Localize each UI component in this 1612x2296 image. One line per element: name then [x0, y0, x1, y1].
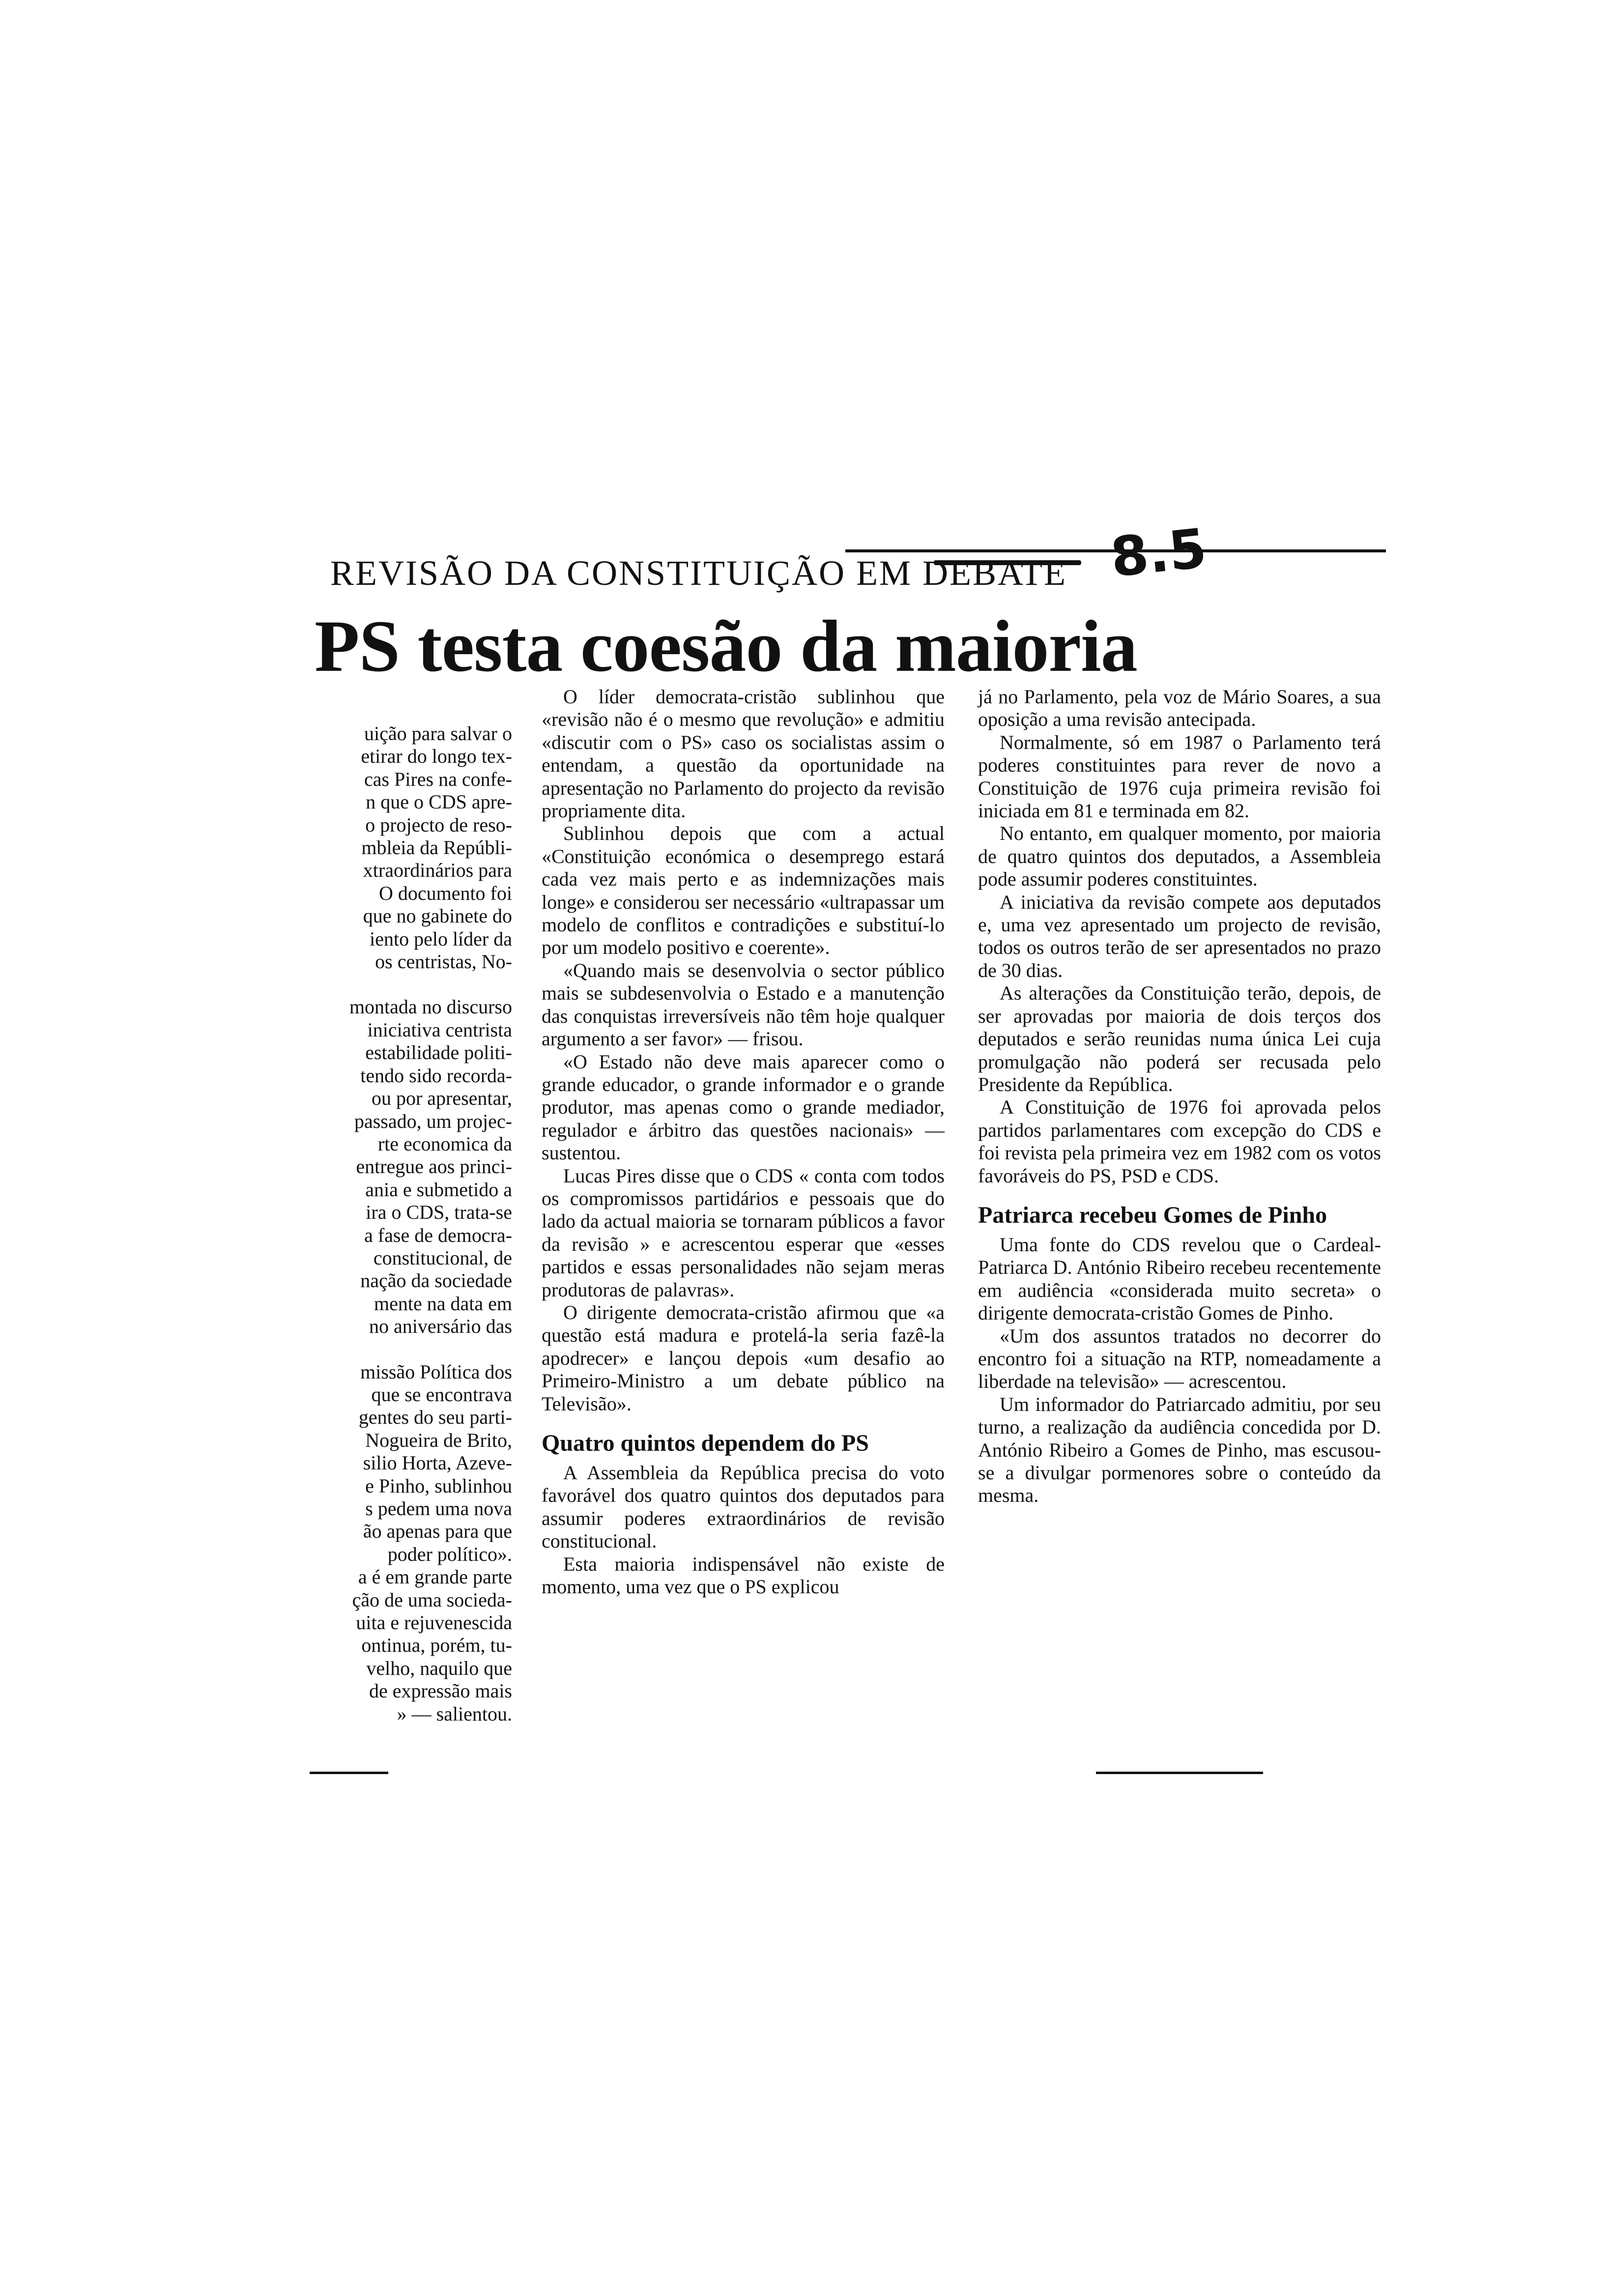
text-line: » — salientou.: [397, 1702, 512, 1725]
text-line: no aniversário das: [369, 1315, 512, 1338]
section-subhead: Patriarca recebeu Gomes de Pinho: [978, 1202, 1327, 1228]
text-line: iniciativa centrista: [367, 1018, 512, 1041]
text-line: velho, naquilo que: [366, 1657, 512, 1679]
headline: PS testa coesão da maioria: [315, 605, 1137, 687]
text-line: e Pinho, sublinhou: [365, 1474, 512, 1497]
text-line: mbleia da Repúbli-: [361, 836, 512, 859]
bottom-rule-left: [310, 1772, 388, 1774]
text-line: gentes do seu parti-: [358, 1406, 512, 1429]
text-line: ou por apresentar,: [371, 1087, 512, 1110]
text-line: Nogueira de Brito,: [365, 1429, 512, 1451]
text-line: nação da sociedade: [360, 1269, 512, 1292]
paragraph: «Um dos assuntos tratados no decorrer do encontro foi a situação na RTP, nomeadamente a liberdade na televisão» — acrescentou.: [978, 1324, 1381, 1393]
text-line: iento pelo líder da: [370, 927, 512, 950]
bottom-rule-right: [1096, 1772, 1263, 1774]
paragraph: No entanto, em qualquer momento, por maioria de quatro quintos dos deputados, a Assembleia pode assumir poderes constituintes.: [978, 822, 1381, 890]
section-subhead: Quatro quintos dependem do PS: [542, 1430, 869, 1456]
text-line: constitucional, de: [373, 1246, 512, 1269]
text-line: O documento foi: [378, 882, 512, 904]
text-line: ania e submetido a: [365, 1178, 512, 1201]
paragraph: «O Estado não deve mais aparecer como o grande educador, o grande informador e o grande produtor, mas apenas como o grande mediador, regulador e árbitro das questões nacionais» — sustentou.: [542, 1050, 945, 1164]
text-line: que se encontrava: [371, 1383, 512, 1406]
paragraph: Normalmente, só em 1987 o Parlamento terá poderes constituintes para rever de novo a Constituição de 1976 cuja primeira revisão foi iniciada em 81 e terminada em 82.: [978, 731, 1381, 822]
paragraph: As alterações da Constituição terão, depois, de ser aprovadas por maioria de dois terços dos deputados e serão reunidas numa única Lei cuja promulgação não poderá ser recusada pelo Presidente da República.: [978, 982, 1381, 1095]
text-line: tendo sido recorda-: [360, 1064, 512, 1087]
paragraph: Uma fonte do CDS revelou que o Cardeal-Patriarca D. António Ribeiro recebeu recentemente em audiência «considerada muito secreta» o dirigente democrata-cristão Gomes de Pinho.: [978, 1233, 1381, 1324]
paragraph-gap: [320, 1338, 512, 1361]
text-line: entregue aos princi-: [356, 1155, 512, 1178]
paragraph: já no Parlamento, pela voz de Mário Soares, a sua oposição a uma revisão antecipada.: [978, 686, 1381, 731]
text-line: ontinua, porém, tu-: [361, 1634, 512, 1657]
handwritten-note: 8.5: [1107, 517, 1210, 589]
text-line: ão apenas para que: [363, 1520, 512, 1543]
right-column: [978, 686, 1381, 1507]
text-line: n que o CDS apre-: [366, 791, 512, 813]
text-line: rte economica da: [377, 1132, 512, 1155]
text-line: o projecto de reso-: [365, 813, 512, 836]
text-line: mente na data em: [374, 1292, 512, 1315]
paragraph: «Quando mais se desenvolvia o sector público mais se subdesenvolvia o Estado e a manutenção das conquistas irreversíveis não têm hoje qualquer argumento a ser favor» — frisou.: [542, 959, 945, 1050]
paragraph: Esta maioria indispensável não existe de momento, uma vez que o PS explicou: [542, 1552, 945, 1598]
text-line: estabilidade politi-: [365, 1041, 512, 1064]
paragraph: O dirigente democrata-cristão afirmou que «a questão está madura e protelá-la seria fazê-la apodrecer» e lançou depois «um desafio ao Primeiro-Ministro a um debate público na Televisão».: [542, 1301, 945, 1415]
text-line: uita e rejuvenescida: [356, 1611, 512, 1634]
text-line: s pedem uma nova: [365, 1497, 512, 1520]
text-line: silio Horta, Azeve-: [363, 1452, 512, 1474]
kicker: REVISÃO DA CONSTITUIÇÃO EM DEBATE: [330, 553, 1067, 593]
paragraph: Sublinhou depois que com a actual «Constituição económica o desemprego estará cada vez mais perto e as indemnizações mais longe» e considerou ser necessário «ultrapassar um modelo de conflitos e contradições e substituí-lo por um modelo positivo e coerente».: [542, 822, 945, 959]
text-line: missão Política dos: [360, 1360, 512, 1383]
middle-column: [542, 686, 945, 1598]
text-line: montada no discurso: [349, 996, 512, 1018]
left-column: [320, 722, 512, 1725]
text-line: etirar do longo tex-: [361, 745, 512, 768]
text-line: passado, um projec-: [354, 1110, 512, 1132]
text-line: de expressão mais: [369, 1680, 512, 1702]
paragraph-gap: [320, 973, 512, 996]
text-line: ção de uma socieda-: [352, 1588, 512, 1611]
text-line: uição para salvar o: [364, 722, 512, 745]
paragraph: A Assembleia da República precisa do voto favorável dos quatro quintos dos deputados para assumir poderes extraordinários de revisão constitucional.: [542, 1462, 945, 1552]
text-line: xtraordinários para: [363, 859, 512, 882]
text-line: que no gabinete do: [363, 905, 512, 927]
paragraph: A Constituição de 1976 foi aprovada pelos partidos parlamentares com excepção do CDS e foi revista pela primeira vez em 1982 com os votos favoráveis do PS, PSD e CDS.: [978, 1096, 1381, 1187]
paragraph: Lucas Pires disse que o CDS « conta com todos os compromissos partidários e pessoais que do lado da actual maioria se tornaram públicos a favor da revisão » e acrescentou esperar que «esses partidos e essas personalidades não sejam meras produtoras de palavras».: [542, 1164, 945, 1301]
text-line: cas Pires na confe-: [364, 768, 512, 790]
text-line: ira o CDS, trata-se: [366, 1201, 512, 1224]
paragraph: Um informador do Patriarcado admitiu, por seu turno, a realização da audiência concedida por D. António Ribeiro a Gomes de Pinho, mas escusou-se a divulgar pormenores sobre o conteúdo da mesma.: [978, 1393, 1381, 1507]
paragraph: A iniciativa da revisão compete aos deputados e, uma vez apresentado um projecto de revisão, todos os outros terão de ser apresentados no prazo de 30 dias.: [978, 890, 1381, 981]
text-line: a é em grande parte: [358, 1566, 512, 1588]
text-line: os centristas, No-: [375, 950, 512, 973]
text-line: poder político».: [387, 1543, 512, 1565]
paragraph: O líder democrata-cristão sublinhou que «revisão não é o mesmo que revolução» e admitiu «discutir com o PS» caso os socialistas assim o entendam, a questão da oportunidade na apresentação no Parlamento do projecto da revisão propriamente dita.: [542, 686, 945, 822]
text-line: a fase de democra-: [364, 1224, 512, 1246]
